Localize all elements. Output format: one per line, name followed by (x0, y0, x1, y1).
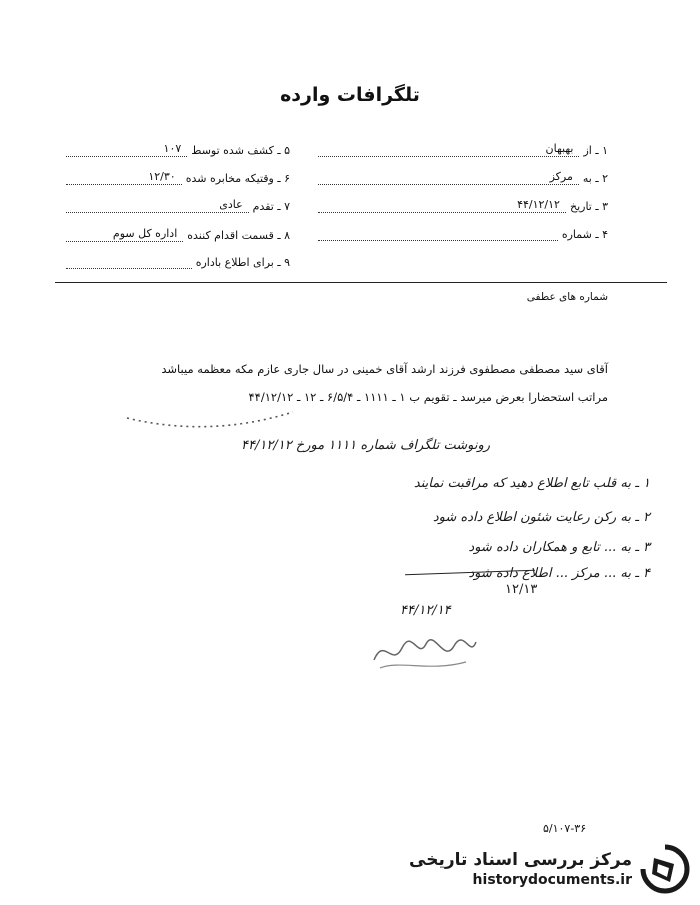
field-value: عادی (66, 198, 249, 213)
field-label: ۲ ـ به (582, 172, 608, 185)
logo-text-english: historydocuments.ir (472, 872, 632, 888)
field-value: مرکز (318, 170, 579, 185)
handwritten-date: ۴۴/۱۲/۱۴ (400, 603, 451, 618)
field-label: ۸ ـ قسمت اقدام کننده (187, 229, 290, 242)
field-value (318, 227, 558, 241)
handwritten-signature (370, 630, 480, 675)
field-label: ۳ ـ تاریخ (569, 200, 608, 213)
field-label: ۵ ـ کشف شده توسط (191, 144, 290, 157)
field-number (318, 227, 608, 241)
handwritten-line: ۱ ـ به قلب تابع اطلاع دهید که مراقبت نمایند (413, 476, 650, 491)
field-value: بهبهان (318, 142, 579, 157)
field-value: ۱۰۷ (66, 142, 187, 157)
field-label: ۱ ـ از (583, 144, 608, 157)
dotted-arc-mark (125, 404, 295, 434)
field-for-info (66, 255, 290, 269)
header-divider (55, 282, 667, 283)
field-label: ۹ ـ برای اطلاع باداره (195, 256, 290, 269)
field-value: ۱۲/۳۰ (66, 170, 182, 185)
field-label: ۴ ـ شماره (561, 228, 608, 241)
field-label: ۷ ـ تقدم (252, 200, 290, 213)
field-value (66, 255, 192, 269)
archive-emblem-icon (640, 844, 690, 894)
field-to (318, 170, 608, 185)
body-line: آقای سید مصطفی مصطفوی فرزند ارشد آقای خمینی در سال جاری عازم مکه معظمه میباشد (161, 362, 608, 376)
field-value: ۴۴/۱۲/۱۲ (318, 198, 566, 213)
field-decoded-by (66, 142, 290, 157)
handwritten-number: ۱۲/۱۳ (505, 582, 538, 597)
document-title: تلگرافات وارده (280, 84, 420, 106)
document-reference-number: ۵/۱۰۷-۳۶ (543, 822, 587, 835)
reference-codes-label: شماره های عطفی (526, 291, 608, 303)
field-transmitted-time (66, 170, 290, 185)
field-priority (66, 198, 290, 213)
handwritten-line: ۴ ـ به ... مرکز ... اطلاع داده شود (468, 566, 650, 581)
body-line: مراتب استحضارا بعرض میرسد ـ تقویم ب ۱ ـ ۱۱۱۱ ـ ۶/۵/۴ ـ ۱۲ ـ ۴۴/۱۲/۱۲ (248, 390, 608, 404)
field-from (318, 142, 608, 157)
field-label: ۶ ـ وقتیکه مخابره شده (185, 172, 290, 185)
field-action-department (66, 227, 290, 242)
handwritten-line: رونوشت تلگراف شماره ۱۱۱۱ مورخ ۴۴/۱۲/۱۲ (241, 438, 490, 453)
logo-text-persian: مرکز بررسی اسناد تاریخی (409, 850, 632, 870)
handwritten-line: ۳ ـ به ... تابع و همکاران داده شود (468, 540, 650, 555)
archive-logo (390, 841, 690, 897)
handwritten-line: ۲ ـ به رکن رعایت شئون اطلاع داده شود (432, 510, 650, 525)
field-date (318, 198, 608, 213)
field-value: اداره کل سوم (66, 227, 183, 242)
